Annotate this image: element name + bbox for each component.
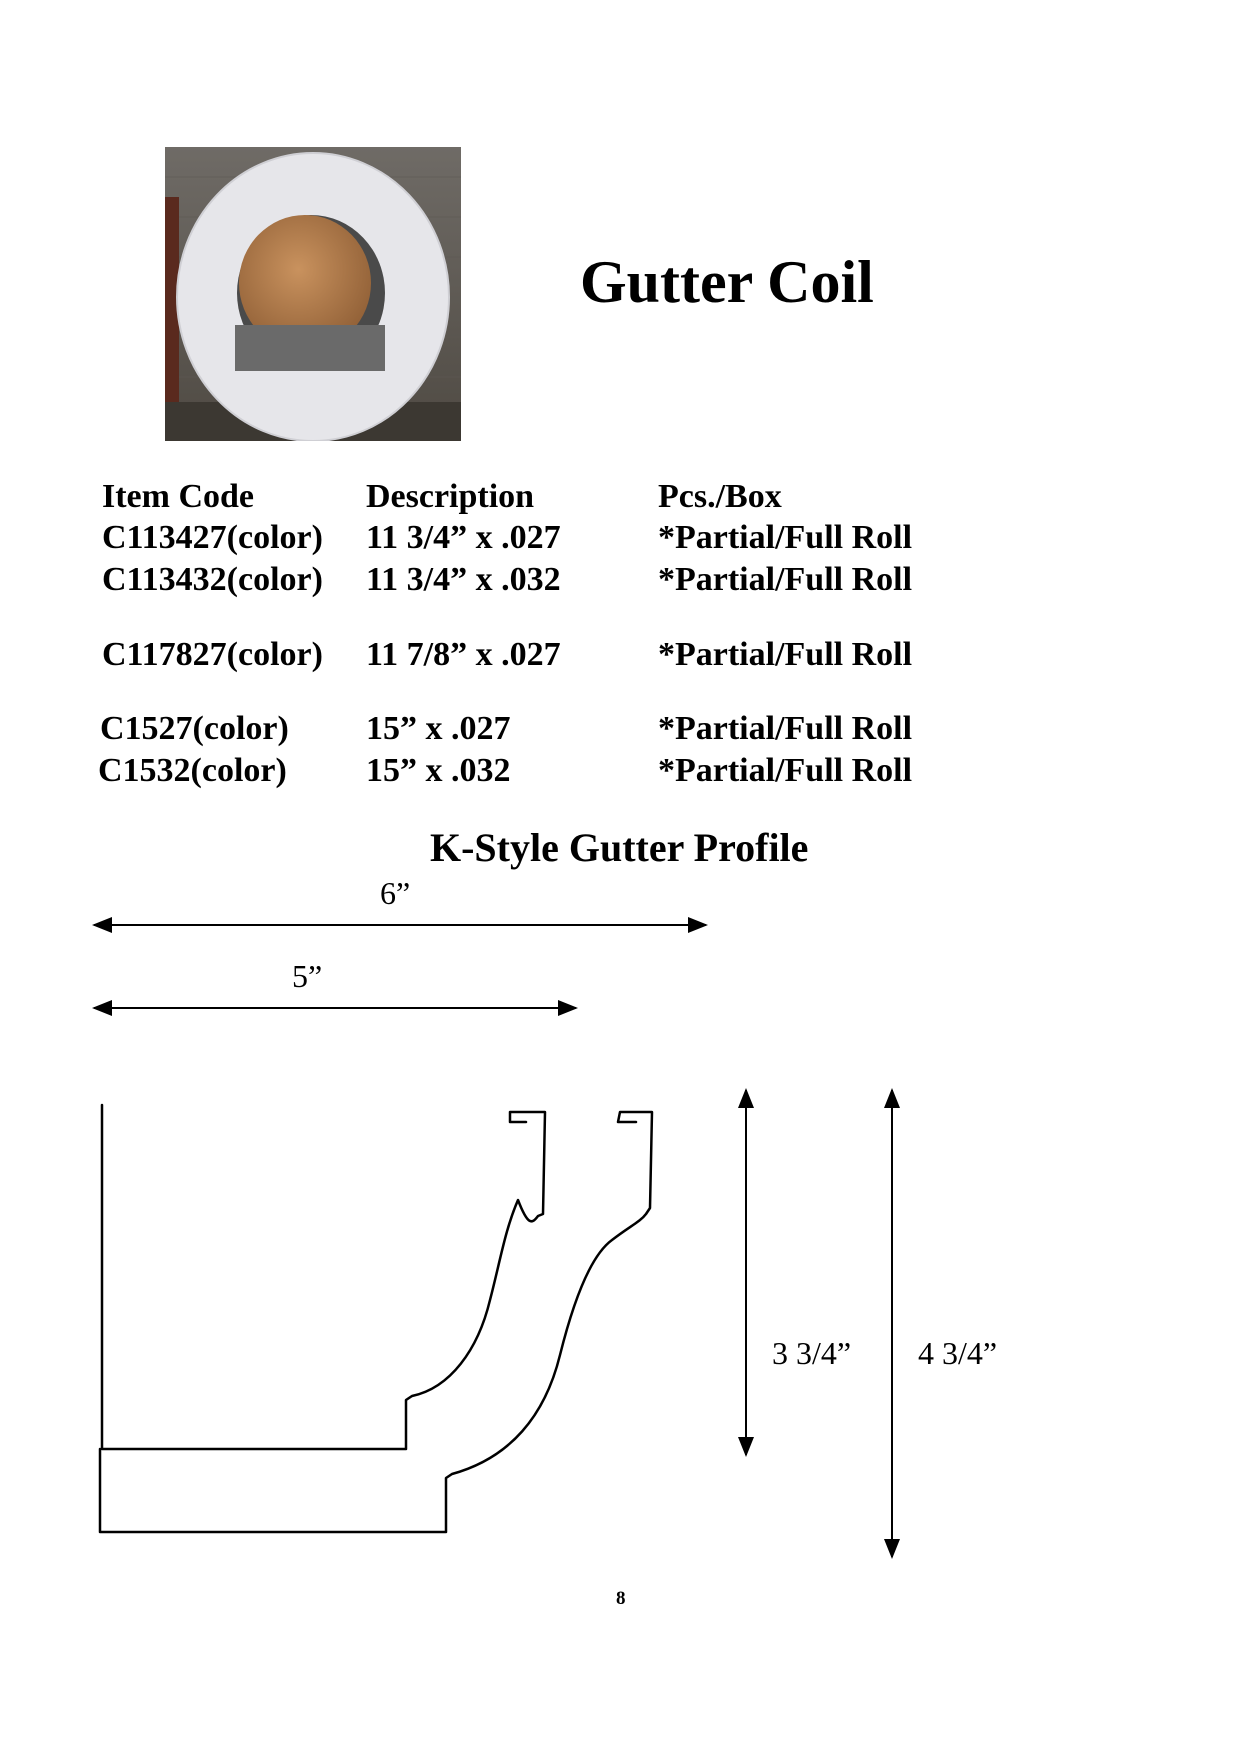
table-cell-description: 11 3/4” x .027 [366,519,561,556]
table-cell-pcs-box: *Partial/Full Roll [658,519,913,556]
page-number: 8 [616,1588,626,1609]
table-cell-item-code: C113432(color) [102,561,323,598]
table-cell-item-code: C117827(color) [102,636,323,673]
table-cell-item-code: C1527(color) [100,710,289,747]
table-cell-item-code: C113427(color) [102,519,323,556]
gutter-outline [100,1105,652,1532]
header-item-code: Item Code [102,478,255,515]
table-cell-pcs-box: *Partial/Full Roll [658,561,913,598]
profile-title: K-Style Gutter Profile [430,825,809,870]
header-description: Description [366,478,535,515]
header-pcs-box: Pcs./Box [658,478,782,515]
table-cell-description: 15” x .032 [366,752,511,789]
dimension-label-3-3-4: 3 3/4” [772,1335,852,1371]
table-cell-description: 15” x .027 [366,710,511,747]
table-cell-item-code: C1532(color) [98,752,287,789]
table-cell-pcs-box: *Partial/Full Roll [658,752,913,789]
page-title: Gutter Coil [580,249,874,315]
dimension-label-4-3-4: 4 3/4” [918,1335,998,1371]
table-cell-description: 11 3/4” x .032 [366,561,561,598]
dimension-label-5: 5” [292,958,323,994]
table-cell-pcs-box: *Partial/Full Roll [658,710,913,747]
k-style-gutter-profile-diagram [0,860,1240,1580]
dimension-label-6: 6” [380,875,411,911]
gutter-coil-photo [165,147,461,441]
table-cell-pcs-box: *Partial/Full Roll [658,636,913,673]
table-cell-description: 11 7/8” x .027 [366,636,561,673]
